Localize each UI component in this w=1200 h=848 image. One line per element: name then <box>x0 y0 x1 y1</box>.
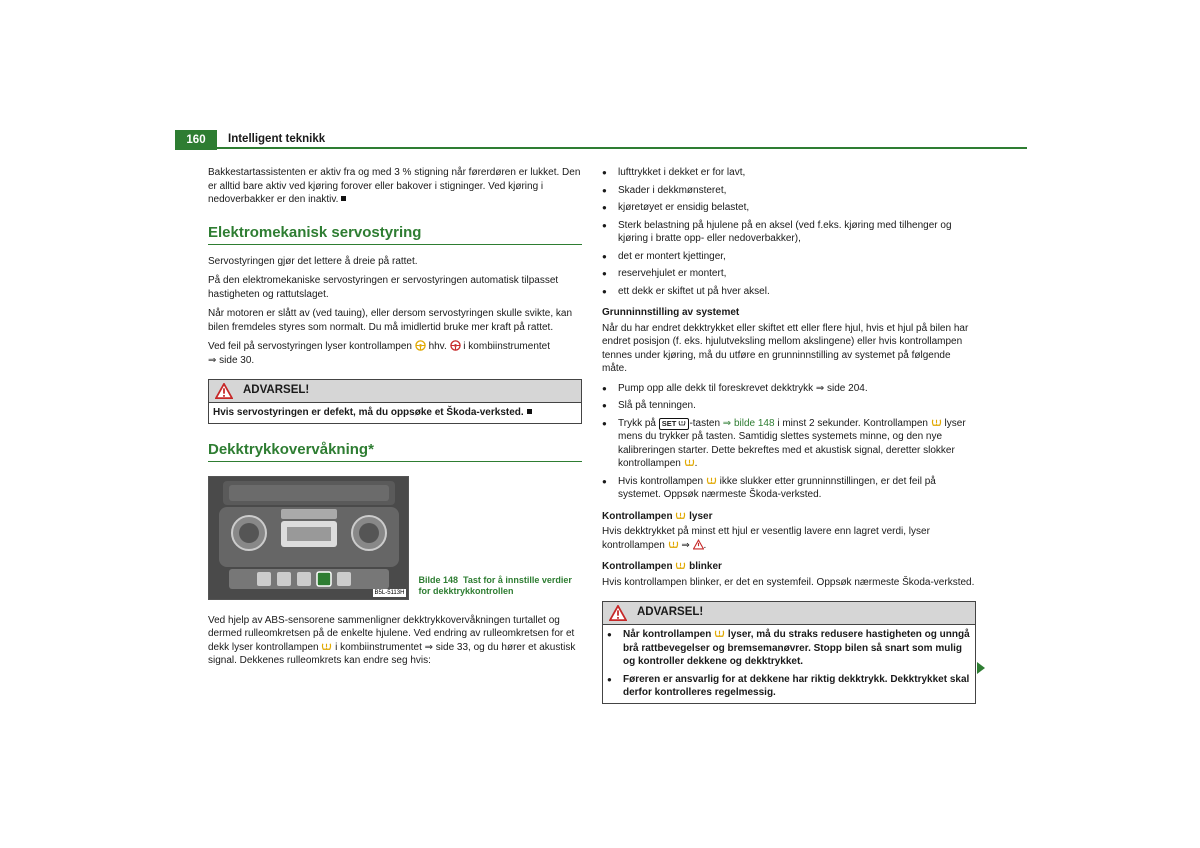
tire-pressure-icon <box>675 510 686 521</box>
servo-p4-text-b: hhv. <box>428 341 447 352</box>
tire-pressure-icon <box>714 628 725 639</box>
sub-lamp1-text-a: Kontrollampen <box>602 510 673 522</box>
list-item: ● kjøretøyet er ensidig belastet, <box>602 201 976 215</box>
tire-pressure-icon <box>321 641 332 652</box>
heading-servo: Elektromekanisk servostyring <box>208 223 582 245</box>
lamp1-dot: . <box>703 539 707 551</box>
subheading-lamp-blink <box>602 560 976 574</box>
list-item: ● Sterk belastning på hjulene på en aksel (ved f.eks. kjøring med tilhenger og kjøring i bratte opp- eller nedoverbakker), <box>602 219 976 246</box>
warning-box-tire <box>602 601 976 704</box>
bullet-list-causes <box>602 166 976 298</box>
intro-text: Bakkestartassistenten er aktiv fra og med 3 % stigning når førerdøren er lukket. Den er alltid bare aktiv ved kjøring forover eller bakover i stigninger. Ved kjøring i nedoverbakker er den inaktiv. <box>208 167 581 205</box>
b2-3-text-a: Trykk på <box>618 417 656 429</box>
tire-pressure-icon <box>684 457 695 468</box>
caption-text: Tast for å innstille verdier for dekktrykkontrollen <box>418 574 572 596</box>
b2-4-text-a: Hvis kontrollampen <box>618 475 704 487</box>
warning-body <box>209 402 581 423</box>
figure-148 <box>208 476 582 600</box>
tire-pressure-icon <box>931 417 942 428</box>
tire-pressure-small-icon <box>678 419 686 427</box>
warning-triangle-icon <box>609 605 627 621</box>
warning-title: ADVARSEL! <box>243 384 310 397</box>
servo-p4-text-d: ⇒ side 30. <box>208 354 255 366</box>
sub-lamp2-text-a: Kontrollampen <box>602 561 673 572</box>
servo-p4-text-a: Ved feil på servostyringen lyser kontrollampen <box>208 341 412 352</box>
list-item: ● Pump opp alle dekk til foreskrevet dekktrykk ⇒ side 204. <box>602 382 976 396</box>
basic-paragraph: Når du har endret dekktrykket eller skiftet ett eller flere hjul, hvis et hjul på bilen har endret posisjon (f. eks. hjulutveksling mellom akslingene) eller hvis kontrollampen tennes under kjøring, må du utføre en grunninnstilling av systemet på følgende måte. <box>602 322 969 374</box>
figure-caption <box>418 575 582 597</box>
right-column <box>602 166 976 704</box>
sub-lamp1-text-b: lyser <box>689 510 713 522</box>
header-rule <box>217 147 1027 149</box>
warning-header <box>209 380 581 402</box>
lamp1-arrow: ⇒ <box>681 539 690 551</box>
subheading-basic-setting: Grunninnstilling av systemet <box>602 307 740 318</box>
lamp-on-paragraph <box>602 525 976 552</box>
list-item: ● Skader i dekkmønsteret, <box>602 184 976 198</box>
b2-3-text-e: . <box>694 458 698 469</box>
tire-p1-text-a: Ved hjelp av ABS-sensorene sammenligner dekktrykkovervåkningen turtallet og dermed rulleomkretsen på de enkelte hjulene. Ved endring av rulleomkretsen for et dekk lyser kontrollampen <box>208 614 575 653</box>
end-mark-icon <box>527 409 532 414</box>
steering-red-icon <box>450 340 461 351</box>
warning-item: ● Føreren er ansvarlig for at dekkene har riktig dekktrykk. Dekktrykket skal derfor kontrolleres regelmessig. <box>607 673 971 700</box>
intro-paragraph <box>208 166 582 207</box>
tire-p1-text-b: i kombiinstrumentet ⇒ side 33, og du hører et akustisk signal. Dekkenes rulleomkrets kan endre seg hvis: <box>208 641 576 666</box>
warning-item <box>607 628 971 669</box>
figure-148-link[interactable]: ⇒ bilde 148 <box>722 417 775 429</box>
set-key-label: SET <box>661 418 677 428</box>
b2-4-text-b: ikke slukker etter grunninnstillingen, er det feil på systemet. Oppsøk nærmeste Škoda-verksted. <box>618 475 936 500</box>
tire-paragraph <box>208 614 582 668</box>
servo-paragraph-3: Når motoren er slått av (ved tauing), eller dersom servostyringen skulle svikte, kan bilen fremdeles styres som normalt. Du må imidlertid bruke mer kraft på rattet. <box>208 308 573 333</box>
tire-pressure-icon <box>675 560 686 571</box>
servo-paragraph-2: På den elektromekaniske servostyringen er servostyringen automatisk tilpasset hastigheten og rattutslaget. <box>208 275 559 300</box>
servo-p4-text-c: i kombiinstrumentet <box>463 341 550 352</box>
page-number: 160 <box>175 130 217 150</box>
list-item <box>602 417 976 471</box>
left-column <box>208 166 582 674</box>
warn2-b1-text-a: Når kontrollampen <box>623 629 712 640</box>
warning-text: Hvis servostyringen er defekt, må du oppsøke et Škoda-verksted. <box>213 407 524 418</box>
list-item: ● Slå på tenningen. <box>602 399 976 413</box>
list-item: ● ett dekk er skiftet ut på hver aksel. <box>602 285 976 299</box>
set-key-icon <box>659 418 690 430</box>
lamp1-text: Hvis dekktrykket på minst ett hjul er vesentlig lavere enn lagret verdi, lyser kontrollampen <box>602 526 930 551</box>
b2-3-text-d: lyser mens du trykker på tasten. Samtidig slettes systemets minne, og den nye kalibreringen starter. Dette bekreftes med et akustisk signal, deretter slokker kontrollampen <box>618 417 966 469</box>
subheading-lamp-on <box>602 510 976 524</box>
warning-box-servo <box>208 379 582 424</box>
section-title: Intelligent teknikk <box>228 133 326 145</box>
list-item: ● det er montert kjettinger, <box>602 250 976 264</box>
console-photo <box>208 476 409 600</box>
heading-tire: Dekktrykkovervåkning* <box>208 440 582 462</box>
list-item: ● lufttrykket i dekket er for lavt, <box>602 166 976 180</box>
b2-3-text-b: -tasten <box>689 417 721 429</box>
lamp-blink-paragraph: Hvis kontrollampen blinker, er det en systemfeil. Oppsøk nærmeste Škoda-verksted. <box>602 576 975 588</box>
continue-arrow-icon <box>977 662 985 674</box>
warning-triangle-icon <box>215 383 233 399</box>
warn2-b1-text-b: lyser, må du straks redusere hastigheten og unngå brå rattbevegelser og bremsemanøvrer. Stopp bilen så snart som mulig og kontroller dekkene og dekktrykket. <box>623 629 970 667</box>
tire-pressure-icon <box>706 475 717 486</box>
servo-paragraph-1: Servostyringen gjør det lettere å dreie på rattet. <box>208 255 418 267</box>
warning-body <box>603 624 975 703</box>
steering-yellow-icon <box>415 340 426 351</box>
warning-header <box>603 602 975 624</box>
tire-pressure-icon <box>668 539 679 550</box>
servo-paragraph-4 <box>208 340 582 367</box>
warning-triangle-icon <box>693 539 704 550</box>
image-code: B5L-5113H <box>374 589 405 596</box>
end-mark-icon <box>341 196 346 201</box>
sub-lamp2-text-b: blinker <box>689 561 722 572</box>
climate-panel-illustration <box>209 477 409 599</box>
list-item <box>602 475 976 502</box>
caption-label: Bilde 148 <box>418 574 458 585</box>
warning-title: ADVARSEL! <box>637 606 704 619</box>
list-item: ● reservehjulet er montert, <box>602 267 976 281</box>
b2-3-text-c: i minst 2 sekunder. Kontrollampen <box>777 417 928 429</box>
